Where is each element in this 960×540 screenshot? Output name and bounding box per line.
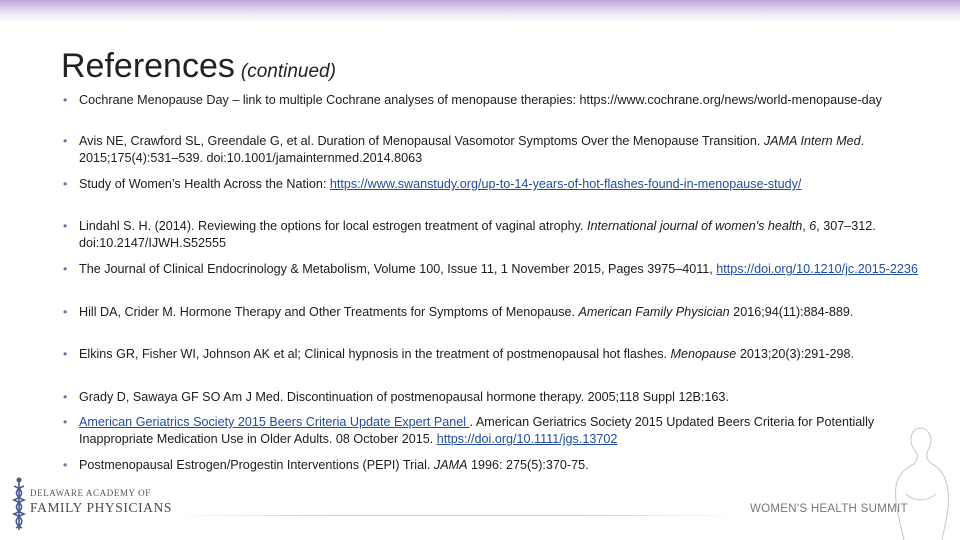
- org-name-line2: FAMILY PHYSICIANS: [30, 500, 172, 515]
- reference-item: [63, 389, 933, 406]
- reference-text-run: 2013;20(3):291-298.: [736, 347, 854, 361]
- reference-italic: American Family Physician: [578, 305, 730, 319]
- bullet-icon: •: [63, 177, 68, 191]
- reference-text: [63, 218, 933, 252]
- bullet-icon: •: [63, 415, 68, 429]
- bullet-icon: •: [63, 305, 68, 319]
- org-name-line1: DELAWARE ACADEMY OF: [30, 488, 151, 498]
- reference-link[interactable]: https://doi.org/10.1111/jgs.13702: [436, 432, 618, 446]
- reference-item: [63, 346, 933, 363]
- reference-italic: JAMA: [433, 458, 468, 472]
- reference-text-run: Avis NE, Crawford SL, Greendale G, et al. Duration of Menopausal Vasomotor Symptoms Over the Menopause Transition.: [79, 134, 764, 148]
- reference-link[interactable]: https://doi.org/10.1210/jc.2015-2236: [716, 262, 918, 276]
- title-main: References: [61, 47, 235, 85]
- reference-text-run: 1996: 275(5):370-75.: [467, 458, 589, 472]
- page-title: [61, 46, 336, 92]
- reference-text: [63, 261, 933, 278]
- reference-link[interactable]: https://www.swanstudy.org/up-to-14-years-of-hot-flashes-found-in-menopause-study/: [329, 177, 802, 191]
- reference-link[interactable]: American Geriatrics Society 2015 Beers Criteria Update Expert Panel: [79, 415, 470, 429]
- reference-text-run: . 2015;175(4):531–539. doi:10.1001/jamainternmed.2014.8063: [79, 134, 865, 165]
- bullet-icon: •: [63, 390, 68, 404]
- reference-text: [63, 389, 933, 406]
- reference-text: [63, 414, 933, 448]
- reference-text-run: The Journal of Clinical Endocrinology & Metabolism, Volume 100, Issue 11, 1 November 2015, Pages 3975–4011,: [79, 262, 717, 276]
- bullet-icon: •: [63, 93, 68, 107]
- event-name: WOMEN'S HEALTH SUMMIT: [750, 503, 908, 515]
- woman-silhouette-icon: [880, 410, 960, 540]
- reference-text-run: Grady D, Sawaya GF SO Am J Med. Discontinuation of postmenopausal hormone therapy. 2005;118 Suppl 12B:163.: [79, 390, 729, 404]
- title-sub: (continued): [240, 61, 336, 82]
- bullet-icon: •: [63, 134, 68, 148]
- reference-text-run: Hill DA, Crider M. Hormone Therapy and Other Treatments for Symptoms of Menopause.: [79, 305, 579, 319]
- reference-item: [63, 261, 933, 278]
- bullet-icon: •: [63, 262, 68, 276]
- reference-text-run: 2016;94(11):884-889.: [729, 305, 854, 319]
- header-gradient-bar: [0, 0, 960, 22]
- reference-text: [63, 176, 933, 193]
- reference-text: [63, 92, 933, 109]
- reference-item: [63, 304, 933, 321]
- reference-text: [63, 304, 933, 321]
- bullet-icon: •: [63, 458, 68, 472]
- reference-text: [63, 133, 933, 167]
- reference-italic: Menopause: [670, 347, 737, 361]
- reference-text-run: Postmenopausal Estrogen/Progestin Interventions (PEPI) Trial.: [79, 458, 434, 472]
- reference-text-run: , 307–312. doi:10.2147/IJWH.S52555: [79, 219, 876, 250]
- bullet-icon: •: [63, 219, 68, 233]
- reference-italic: International journal of women's health: [587, 219, 803, 233]
- reference-text-run: Study of Women’s Health Across the Nation:: [79, 177, 330, 191]
- reference-italic: 6: [809, 219, 817, 233]
- reference-text: [63, 457, 933, 474]
- reference-item: [63, 92, 933, 109]
- reference-text-run: Lindahl S. H. (2014). Reviewing the options for local estrogen treatment of vaginal atrophy.: [79, 219, 587, 233]
- reference-text-run: ,: [802, 219, 810, 233]
- reference-item: [63, 414, 933, 448]
- reference-text-run: Elkins GR, Fisher WI, Johnson AK et al; Clinical hypnosis in the treatment of postmenopausal hot flashes.: [79, 347, 671, 361]
- reference-item: [63, 176, 933, 193]
- reference-text: [63, 346, 933, 363]
- reference-item: [63, 218, 933, 252]
- bullet-icon: •: [63, 347, 68, 361]
- reference-text-run: Cochrane Menopause Day – link to multiple Cochrane analyses of menopause therapies: https://www.cochrane.org/news/world-menopause-day: [79, 93, 882, 107]
- reference-text-run: . American Geriatrics Society 2015 Updated Beers Criteria for Potentially Inappropriate Medication Use in Older Adults. 08 October 2015.: [79, 415, 875, 446]
- footer-divider: [170, 515, 740, 516]
- reference-item: [63, 133, 933, 167]
- reference-item: [63, 457, 933, 474]
- reference-italic: JAMA Intern Med: [763, 134, 861, 148]
